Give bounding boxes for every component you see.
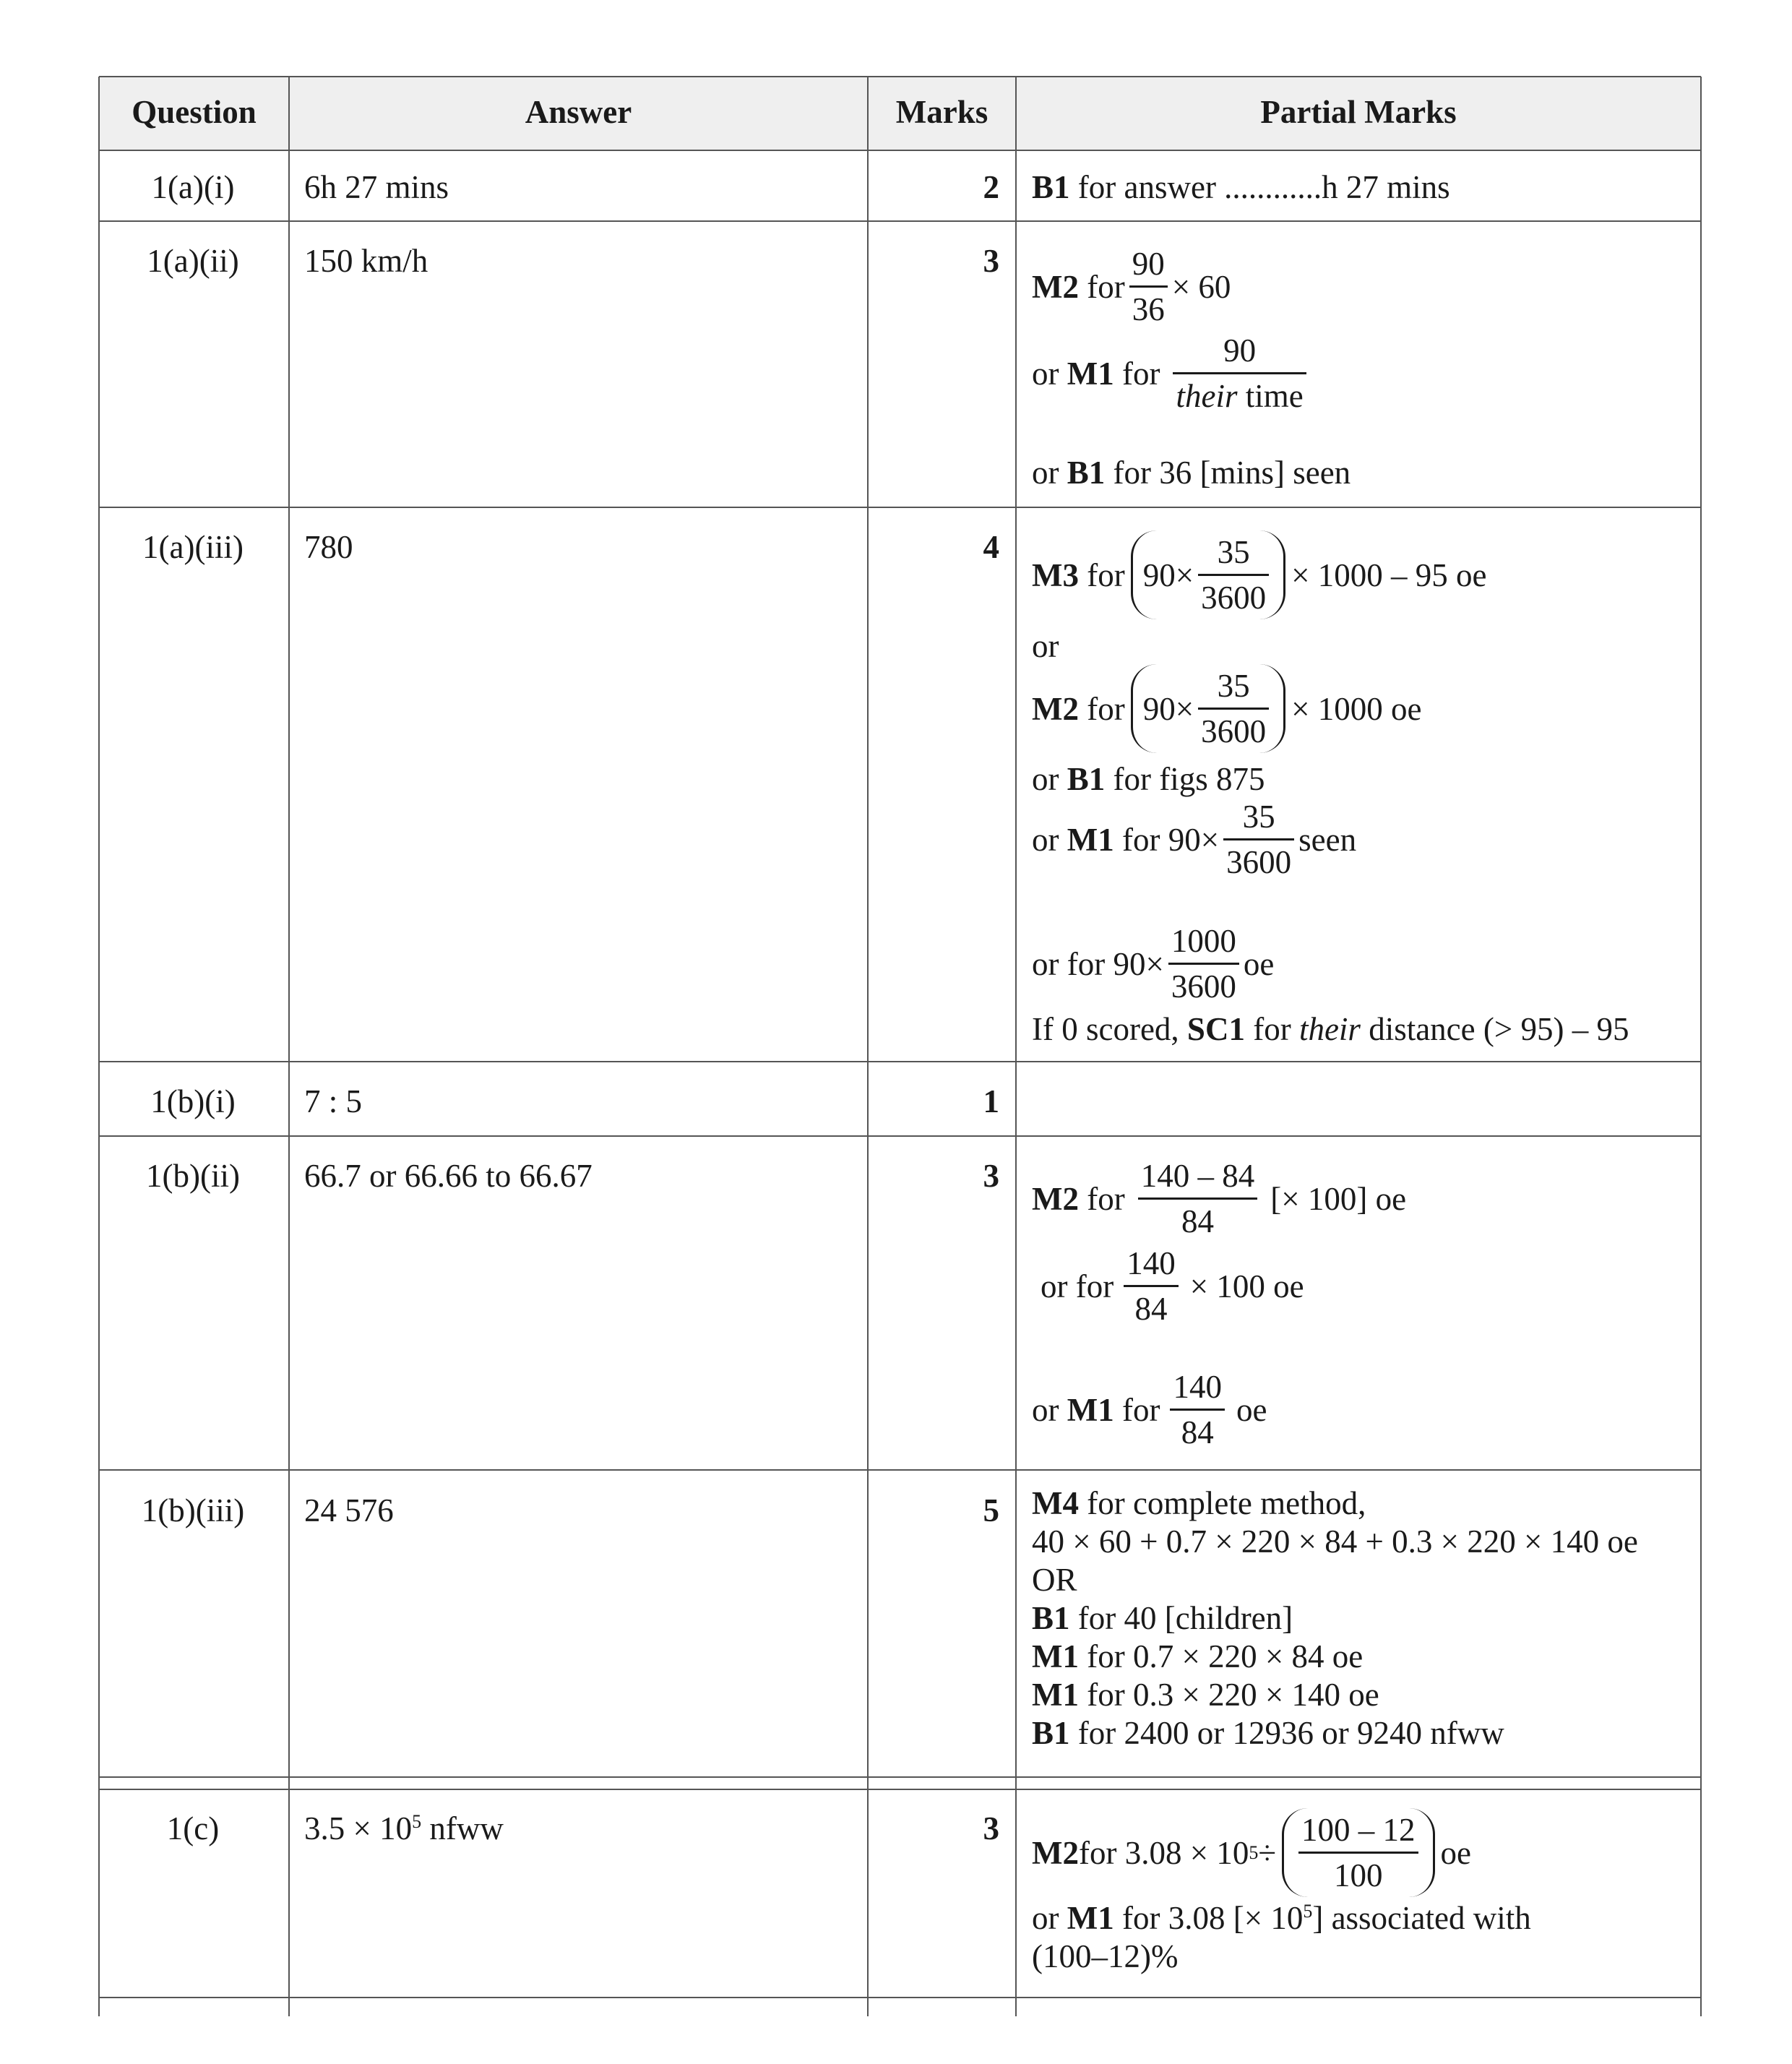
fraction: $\frac{140 - 84}{84}$ [1138, 1154, 1258, 1243]
fraction: $\frac{35}{3600}$ [1198, 530, 1269, 619]
pm-line: B1 for 40 [children] [1032, 1600, 1293, 1636]
bracket: 90× $\frac{35}{3600}$ [1131, 664, 1285, 753]
header-question: Question [132, 94, 257, 130]
answer: 150 km/h [304, 243, 428, 279]
fraction: $\frac{1000}{3600}$ [1168, 919, 1239, 1008]
marks: 5 [983, 1492, 999, 1528]
partial-marks-list [1032, 1484, 1638, 1753]
fraction: $\frac{35}{3600}$ [1223, 795, 1294, 884]
partial-marks-m1: or M1 for $\frac{90}{\text{their time}}$ [1032, 329, 1311, 418]
partial-marks-b1: or B1 for 36 [mins] seen [1032, 455, 1351, 491]
question-id: 1(a)(ii) [147, 243, 239, 279]
fraction: $\frac{100 - 12}{100}$ [1298, 1808, 1418, 1897]
fraction: $\frac{140}{84}$ [1124, 1242, 1179, 1330]
fraction: $\frac{90}{\text{their time}}$ [1173, 329, 1306, 418]
partial-marks-m2: M2 for $\frac{140 - 84}{84}$ [× 100] oe [1032, 1154, 1406, 1243]
bracket [1282, 1808, 1435, 1897]
partial-marks-m2: M2 for $\frac{90}{36}$ × 60 [1032, 242, 1231, 331]
pm-line: or M1 for 3.08 [× $10^5$] associated with [1032, 1900, 1531, 1936]
header-partial-marks: Partial Marks [1260, 94, 1457, 130]
partial-marks-conversion: or for 90× $\frac{1000}{3600}$ oe [1032, 919, 1274, 1008]
question-id: 1(b)(i) [150, 1083, 236, 1119]
partial-marks: B1 for answer ............h 27 mins [1032, 169, 1450, 205]
partial-marks-m1: or M1 for 90× $\frac{35}{3600}$ seen [1032, 795, 1356, 884]
partial-marks-b1: or B1 for figs 875 [1032, 761, 1265, 797]
pm-line: B1 for 2400 or 12936 or 9240 nfww [1032, 1715, 1504, 1751]
answer: 7 : 5 [304, 1083, 363, 1119]
marks: 1 [983, 1083, 999, 1119]
marks: 3 [983, 1158, 999, 1194]
pm-line: M1 for 0.7 × 220 × 84 oe [1032, 1638, 1364, 1674]
header-marks: Marks [895, 94, 988, 130]
fraction: $\frac{90}{36}$ [1129, 242, 1168, 331]
partial-marks-m1: or M1 for $\frac{140}{84}$ oe [1032, 1365, 1267, 1454]
pm-line: M4 for complete method, [1032, 1485, 1366, 1521]
question-id: 1(b)(iii) [141, 1492, 245, 1528]
partial-marks-m2: M2 for 90× $\frac{35}{3600}$ × 1000 oe [1032, 664, 1421, 753]
question-id: 1(b)(ii) [146, 1158, 240, 1194]
fraction: $\frac{35}{3600}$ [1198, 664, 1269, 753]
question-id: 1(a)(i) [151, 169, 235, 205]
answer: 780 [304, 529, 353, 565]
marks: 3 [983, 243, 999, 279]
pm-line: M1 for 0.3 × 220 × 140 oe [1032, 1677, 1379, 1713]
fraction: $\frac{140}{84}$ [1170, 1365, 1225, 1454]
question-id: 1(c) [166, 1810, 220, 1846]
marks: 3 [983, 1810, 999, 1846]
marks: 4 [983, 529, 999, 565]
partial-marks-m3: M3 for 90× $\frac{35}{3600}$ × 1000 – 95 oe [1032, 530, 1486, 619]
partial-marks-m1 [1032, 1899, 1531, 1976]
answer: $3.5 \times 10^5$ nfww [304, 1810, 504, 1846]
partial-marks-m2: M2 for 3.08 × 10 5 ÷ $\frac{100 - 12}{100}$ oe [1032, 1808, 1471, 1897]
question-id: 1(a)(iii) [142, 529, 244, 565]
pm-line: 40 × 60 + 0.7 × 220 × 84 + 0.3 × 220 × 140 oe [1032, 1523, 1638, 1560]
partial-marks-orfor: or for $\frac{140}{84}$ × 100 oe [1041, 1242, 1304, 1330]
or-text: or [1032, 628, 1059, 664]
partial-marks-sc1: If 0 scored, SC1 for their distance (> 95) – 95 [1032, 1011, 1629, 1047]
pm-line: (100–12)% [1032, 1938, 1179, 1974]
answer: 66.7 or 66.66 to 66.67 [304, 1158, 593, 1194]
marks: 2 [983, 169, 999, 205]
pm-line: OR [1032, 1562, 1077, 1598]
answer: 6h 27 mins [304, 169, 449, 205]
answer: 24 576 [304, 1492, 394, 1528]
header-answer: Answer [525, 94, 632, 130]
bracket: 90× $\frac{35}{3600}$ [1131, 530, 1285, 619]
